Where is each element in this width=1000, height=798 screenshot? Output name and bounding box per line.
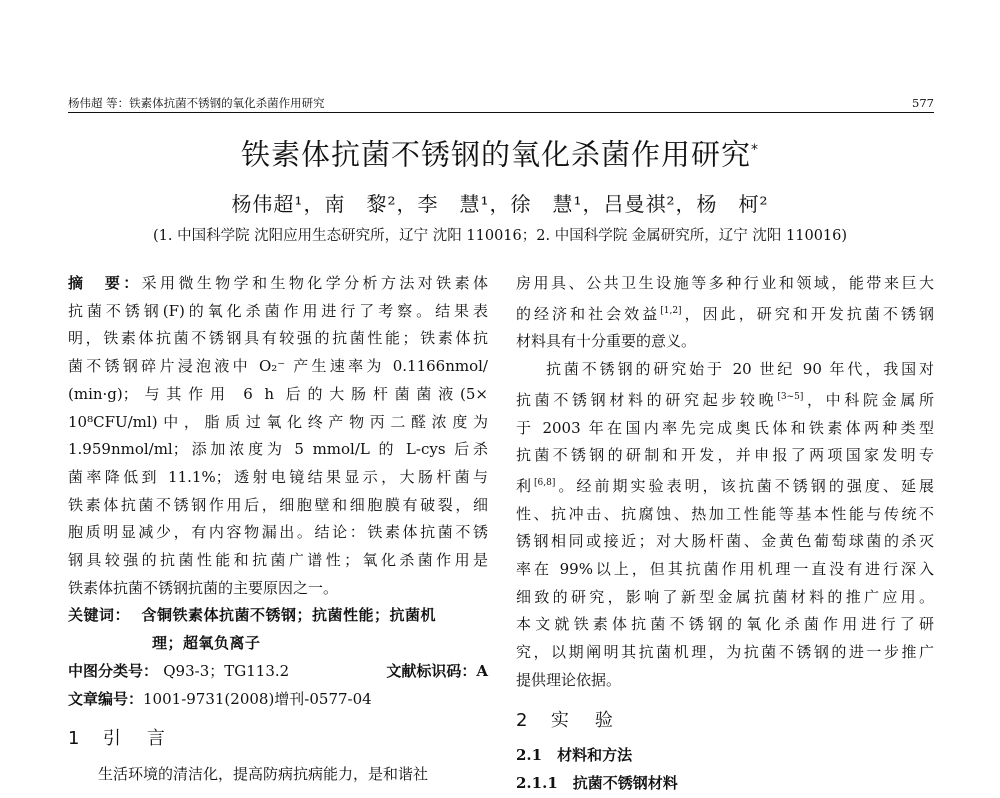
abstract-line: 摘 要：采用微生物学和生物化学分析方法对铁素体	[68, 274, 488, 292]
abstract-line: 明，铁素体抗菌不锈钢具有较强的抗菌性能；铁素体抗	[68, 329, 488, 348]
title-footnote-mark: *	[751, 142, 759, 158]
classification-value: Q93-3；TG113.2	[163, 661, 290, 680]
keywords	[68, 602, 488, 657]
body-line: 抗菌不锈钢材料的研究起步较晚[3~5]，中科院金属所	[516, 390, 934, 409]
body-line: 利[6,8]。经前期实验表明，该抗菌不锈钢的强度、延展	[516, 476, 934, 495]
abstract-line: 胞质明显减少，有内容物漏出。结论：铁素体抗菌不锈	[68, 523, 488, 542]
citation: [1,2]	[660, 305, 682, 316]
keywords-line2: 理；超氧负离子	[152, 634, 261, 653]
subsubsection-heading: 2.1.1 抗菌不锈钢材料	[516, 773, 678, 792]
section-number: 1	[68, 728, 84, 750]
running-head	[68, 96, 934, 113]
abstract-label: 摘 要：	[68, 274, 142, 292]
keywords-line1: 含铜铁素体抗菌不锈钢；抗菌性能；抗菌机	[141, 606, 436, 625]
abstract-line: 菌率降低到 11.1%；透射电镜结果显示，大肠杆菌与	[68, 467, 488, 486]
abstract-line: 钢具较强的抗菌性能和抗菌广谱性；氧化杀菌作用是	[68, 551, 488, 570]
section-title: 实 验	[550, 709, 617, 731]
left-column	[68, 270, 488, 789]
classification	[68, 658, 488, 686]
article-number	[68, 686, 488, 714]
citation: [3~5]	[777, 391, 804, 402]
section-title: 引 言	[102, 728, 169, 750]
body-line: 的经济和社会效益[1,2]，因此，研究和开发抗菌不锈钢	[516, 304, 934, 323]
citation: [6,8]	[534, 477, 556, 488]
classification-label: 中图分类号：	[68, 661, 159, 680]
body-line: 于 2003 年在国内率先完成奥氏体和铁素体两种类型	[516, 418, 934, 437]
page-number: 577	[912, 96, 934, 110]
abstract-line: 1.959nmol/ml；添加浓度为 5 mmol/L 的 L-cys 后杀	[68, 440, 488, 459]
abstract-line: (min·g)；与其作用 6 h 后的大肠杆菌菌液(5×	[68, 384, 488, 403]
abstract-line: 铁素体抗菌不锈钢抗菌的主要原因之一。	[68, 578, 339, 597]
running-head-title: 杨伟超 等：铁素体抗菌不锈钢的氧化杀菌作用研究	[68, 96, 325, 110]
paper-title-text: 铁素体抗菌不锈钢的氧化杀菌作用研究	[240, 137, 751, 172]
paper-title	[0, 130, 1000, 175]
body-line: 性、抗冲击、抗腐蚀、热加工性能等基本性能与传统不	[516, 504, 934, 523]
doc-code-value: A	[476, 661, 488, 680]
affiliations: (1. 中国科学院 沈阳应用生态研究所，辽宁 沈阳 110016；2. 中国科学院 金属研究所，辽宁 沈阳 110016)	[152, 228, 848, 244]
keywords-label: 关键词：	[68, 606, 131, 625]
body-line: 抗菌不锈钢的研究始于 20 世纪 90 年代，我国对	[546, 360, 934, 379]
body-line: 提供理论依据。	[516, 670, 622, 689]
article-number-label: 文章编号：	[68, 689, 144, 708]
body-line: 细致的研究，影响了新型金属抗菌材料的推广应用。	[516, 587, 934, 606]
doc-code-label: 文献标识码：	[386, 661, 477, 680]
body-line: 本文就铁素体抗菌不锈钢的氧化杀菌作用进行了研	[516, 615, 934, 634]
abstract-line: 铁素体抗菌不锈钢作用后，细胞壁和细胞膜有破裂，细	[68, 495, 488, 514]
section-heading-intro	[68, 725, 488, 753]
section-number: 2	[516, 709, 532, 731]
abstract-line: 10⁸CFU/ml)中，脂质过氧化终产物丙二醛浓度为	[68, 412, 488, 431]
body-line: 材料具有十分重要的意义。	[516, 332, 697, 351]
abstract-line: 菌不锈钢碎片浸泡液中 O₂⁻ 产生速率为 0.1166nmol/	[68, 357, 488, 376]
subsection-heading: 2.1 材料和方法	[516, 746, 633, 765]
body-line: 房用具、公共卫生设施等多种行业和领域，能带来巨大	[516, 274, 934, 292]
body-line: 锈钢相同或接近；对大肠杆菌、金黄色葡萄球菌的杀灭	[516, 532, 934, 551]
body-line: 究，以期阐明其抗菌机理，为抗菌不锈钢的进一步推广	[516, 643, 934, 662]
body-line: 率在 99%以上，但其抗菌作用机理一直没有进行深入	[516, 560, 934, 579]
intro-first-line: 生活环境的清洁化，提高防病抗病能力，是和谐社	[98, 764, 429, 783]
author-list: 杨伟超¹，南 黎²，李 慧¹，徐 慧¹，吕曼祺²，杨 柯²	[231, 192, 769, 216]
section-heading-experiment	[516, 707, 934, 735]
abstract-line: 抗菌不锈钢(F)的氧化杀菌作用进行了考察。结果表	[68, 301, 488, 320]
article-number-value: 1001-9731(2008)增刊-0577-04	[143, 689, 372, 708]
body-line: 抗菌不锈钢的研制和开发，并申报了两项国家发明专	[516, 446, 934, 465]
right-column	[516, 270, 934, 798]
